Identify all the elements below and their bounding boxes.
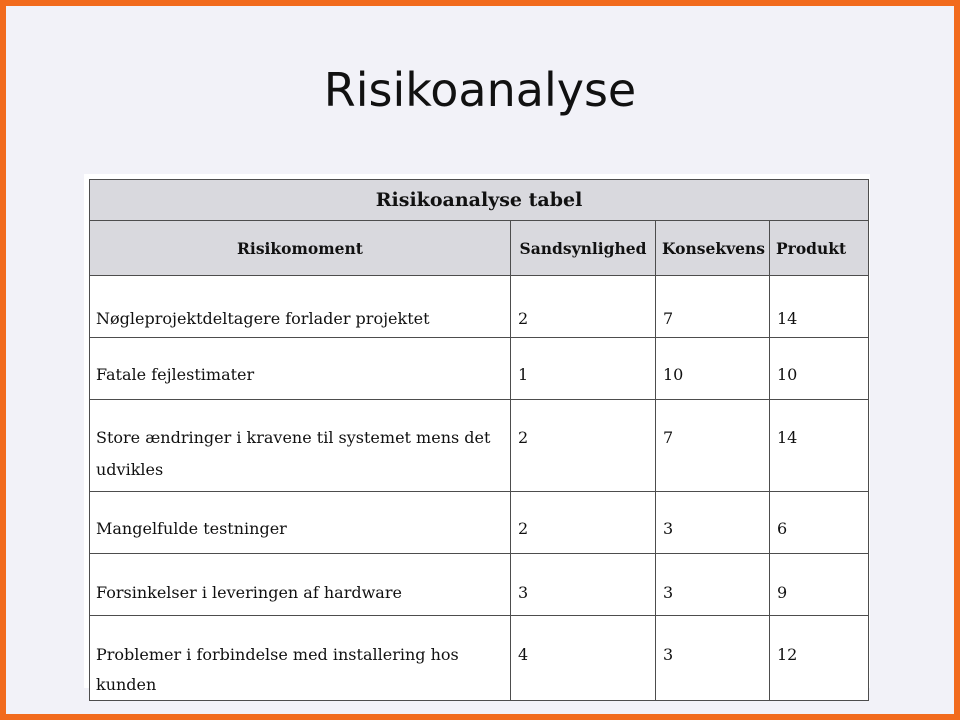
- cell-risikomoment: Forsinkelser i leveringen af hardware: [90, 554, 511, 616]
- header-produkt: Produkt: [770, 221, 869, 276]
- cell-sandsynlighed: 4: [511, 616, 656, 701]
- slide-title: Risikoanalyse: [323, 63, 637, 117]
- cell-konsekvens: 10: [656, 338, 770, 400]
- table-row: [90, 616, 869, 701]
- cell-risikomoment: Nøgleprojektdeltagere forlader projektet: [90, 276, 511, 338]
- cell-konsekvens: 3: [656, 554, 770, 616]
- cell-konsekvens: 3: [656, 492, 770, 554]
- risk-table-image: [84, 174, 870, 694]
- table-row: [90, 554, 869, 616]
- cell-produkt: 14: [770, 400, 869, 492]
- cell-konsekvens: 7: [656, 400, 770, 492]
- table-caption-row: [90, 180, 869, 221]
- cell-risikomoment: Fatale fejlestimater: [90, 338, 511, 400]
- table-caption: Risikoanalyse tabel: [90, 180, 869, 221]
- cell-konsekvens: 7: [656, 276, 770, 338]
- cell-produkt: 9: [770, 554, 869, 616]
- cell-sandsynlighed: 3: [511, 554, 656, 616]
- header-konsekvens: Konsekvens: [656, 221, 770, 276]
- table-row: [90, 400, 869, 492]
- cell-produkt: 14: [770, 276, 869, 338]
- header-risikomoment: Risikomoment: [90, 221, 511, 276]
- cell-konsekvens: 3: [656, 616, 770, 701]
- table-header-row: [90, 221, 869, 276]
- cell-risikomoment: Store ændringer i kravene til systemet mens det udvikles: [90, 400, 511, 492]
- cell-sandsynlighed: 2: [511, 492, 656, 554]
- table-row: [90, 338, 869, 400]
- cell-risikomoment: Mangelfulde testninger: [90, 492, 511, 554]
- cell-risikomoment: Problemer i forbindelse med installering hos kunden: [90, 616, 511, 701]
- cell-sandsynlighed: 2: [511, 400, 656, 492]
- cell-produkt: 10: [770, 338, 869, 400]
- header-sandsynlighed: Sandsynlighed: [511, 221, 656, 276]
- cell-sandsynlighed: 2: [511, 276, 656, 338]
- cell-produkt: 6: [770, 492, 869, 554]
- table-row: [90, 276, 869, 338]
- cell-sandsynlighed: 1: [511, 338, 656, 400]
- table-row: [90, 492, 869, 554]
- cell-produkt: 12: [770, 616, 869, 701]
- risk-table: [89, 179, 869, 701]
